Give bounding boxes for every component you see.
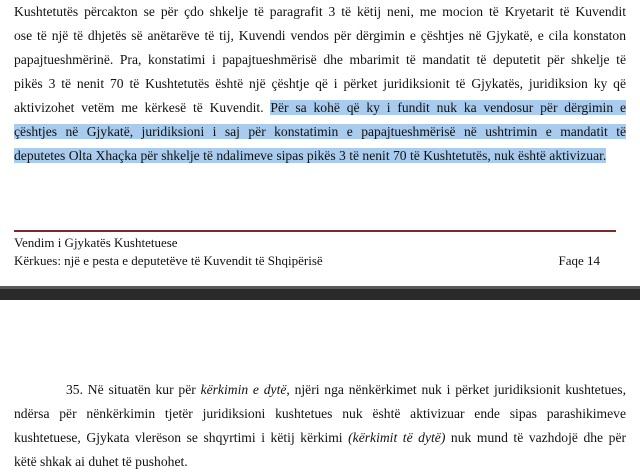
text-segment: aktivizohet vetëm me kërkesë të Kuvendit. — [14, 100, 264, 115]
italic-text: (kërkimit të dytë) — [348, 430, 446, 445]
footer-page-number: Faqe 14 — [558, 253, 600, 268]
footer-court-name: Vendim i Gjykatës Kushtetuese — [14, 235, 178, 250]
text-line-highlighted[interactable] — [14, 144, 626, 168]
text-line: pikës 3 të nenit 70 të Kushtetutës është një çështje që i përket juridiksionit të Gjykatës, juridiksion ky që — [14, 76, 626, 91]
text-line: ose të një të dhjetës së anëtarëve të tij, Kuvendi vendos për dërgimin e çështjes në Gjykatë, e cila konstaton — [14, 28, 626, 43]
text-line-mixed — [14, 96, 626, 120]
highlighted-text-selection[interactable]: Për sa kohë që ky i fundit nuk ka vendosur për dërgimin e — [270, 100, 626, 115]
text-line: ndërsa për nënkërkimin tjetër juridiksioni kushtetues nuk është aktivizuar ende sipas parashikimeve — [14, 406, 626, 421]
document-page-bottom — [0, 300, 640, 472]
footer-applicant: Kërkues: një e pesta e deputetëve të Kuvendit të Shqipërisë — [14, 253, 323, 268]
paragraph-number: 35. — [66, 382, 83, 397]
paragraph-35 — [14, 378, 626, 472]
italic-text: kërkimin e dytë — [200, 382, 287, 397]
text-line-highlighted[interactable] — [14, 120, 626, 144]
text-line — [14, 378, 626, 402]
text-line: këtë shkak ai duhet të pushohet. — [14, 454, 188, 469]
highlighted-text-selection[interactable]: çështjes në Gjykatë, juridiksioni i saj për konstatimin e papajtueshmërisë në ushtrimin e mandatit të — [14, 124, 626, 139]
footer-divider — [14, 230, 616, 232]
text-line: Kushtetutës përcakton se për çdo shkelje të paragrafit 3 të këtij neni, me mocion të Kryetarit të Kuvendit — [14, 4, 626, 19]
text-segment: nuk mund të vazhdojë dhe për — [445, 430, 627, 445]
text-line: papajtueshmërinë. Pra, konstatimi i papajtueshmërisë dhe mbarimit të mandatit të deputetit për shkelje të — [14, 52, 626, 67]
text-segment: , njëri nga nënkërkimet nuk i përket juridiksionit kushtetues, — [286, 382, 626, 397]
text-segment: kushtetuese, Gjykata vlerëson se shqyrtimi i këtij kërkimi — [14, 430, 349, 445]
text-line — [14, 426, 626, 450]
page-separator — [0, 286, 640, 300]
paragraph-34-continuation — [14, 0, 626, 168]
text-segment: Në situatën kur për — [87, 382, 201, 397]
highlighted-text-selection[interactable]: deputetes Olta Xhaçka për shkelje të ndalimeve sipas pikës 3 të nenit 70 të Kushtetutës, nuk është aktivizuar. — [14, 148, 607, 163]
